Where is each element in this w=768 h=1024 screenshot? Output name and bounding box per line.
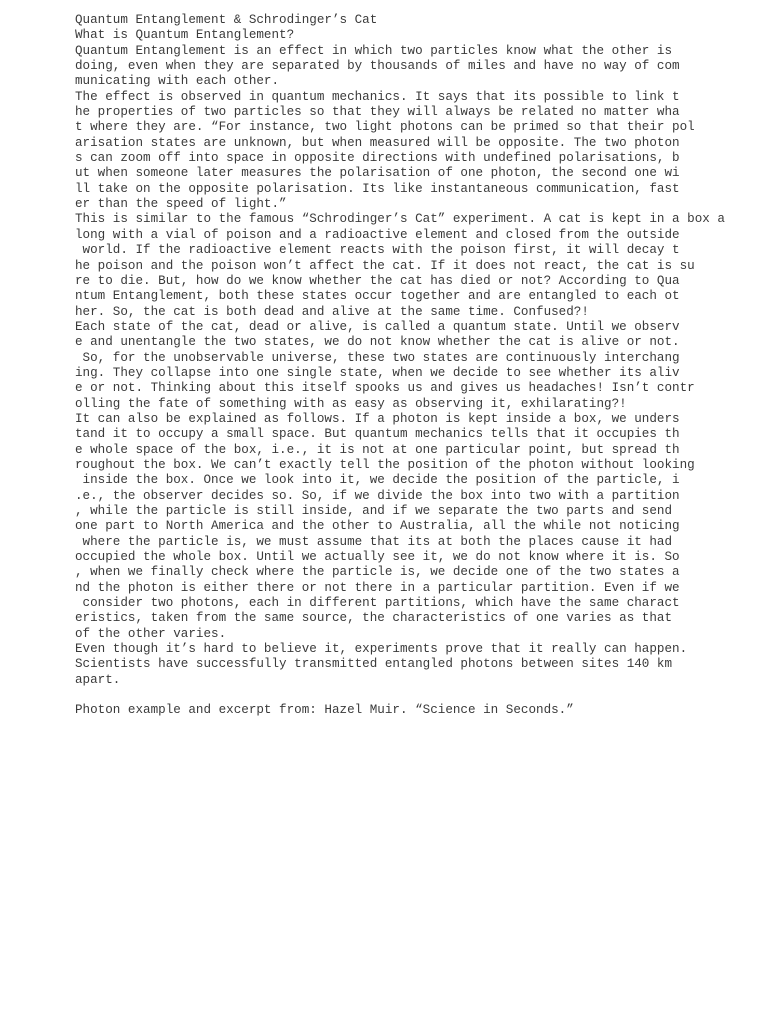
paragraph-line: olling the fate of something with as easy as observing it, exhilarating?! <box>75 396 627 411</box>
paragraph-line: t where they are. “For instance, two light photons can be primed so that their pol <box>75 120 695 135</box>
paragraph-line: Scientists have successfully transmitted entangled photons between sites 140 km <box>75 657 673 672</box>
paragraph-line: e or not. Thinking about this itself spooks us and gives us headaches! Isn’t contr <box>75 381 695 396</box>
paragraph-line: occupied the whole box. Until we actually see it, we do not know where it is. So <box>75 550 680 565</box>
paragraph <box>75 44 765 90</box>
paragraph-line: municating with each other. <box>75 74 280 89</box>
paragraph-line: Even though it’s hard to believe it, experiments prove that it really can happen. <box>75 642 688 657</box>
paragraph <box>75 320 765 412</box>
paragraph-line: world. If the radioactive element reacts with the poison first, it will decay t <box>75 243 680 258</box>
paragraph-line: arisation states are unknown, but when measured will be opposite. The two photon <box>75 135 680 150</box>
paragraph-line: he properties of two particles so that they will always be related no matter wha <box>75 105 680 120</box>
citation: Photon example and excerpt from: Hazel Muir. “Science in Seconds.” <box>75 703 574 718</box>
spacer <box>75 688 765 703</box>
paragraph-line: ut when someone later measures the polarisation of one photon, the second one wi <box>75 166 680 181</box>
paragraph-line: er than the speed of light.” <box>75 197 287 212</box>
paragraph-line: consider two photons, each in different partitions, which have the same charact <box>75 596 680 611</box>
paragraph-line: her. So, the cat is both dead and alive at the same time. Confused?! <box>75 304 589 319</box>
paragraph-line: he poison and the poison won’t affect the cat. If it does not react, the cat is su <box>75 258 695 273</box>
paragraph <box>75 412 765 642</box>
paragraph-line: long with a vial of poison and a radioactive element and closed from the outside <box>75 227 680 242</box>
paragraph-line: This is similar to the famous “Schrodinger’s Cat” experiment. A cat is kept in a box a <box>75 212 725 227</box>
paragraph-line: Quantum Entanglement is an effect in which two particles know what the other is <box>75 43 673 58</box>
paragraph-line: one part to North America and the other to Australia, all the while not noticing <box>75 519 680 534</box>
paragraph-line: doing, even when they are separated by thousands of miles and have no way of com <box>75 59 680 74</box>
paragraph <box>75 212 765 319</box>
paragraph-line: re to die. But, how do we know whether the cat has died or not? According to Qua <box>75 273 680 288</box>
paragraph-line: .e., the observer decides so. So, if we divide the box into two with a partition <box>75 488 680 503</box>
paragraph-line: tand it to occupy a small space. But quantum mechanics tells that it occupies th <box>75 427 680 442</box>
paragraph-line: ll take on the opposite polarisation. Its like instantaneous communication, fast <box>75 181 680 196</box>
paragraph-line: inside the box. Once we look into it, we decide the position of the particle, i <box>75 473 680 488</box>
paragraph-line: apart. <box>75 672 121 687</box>
paragraph-line: eristics, taken from the same source, the characteristics of one varies as that <box>75 611 673 626</box>
paragraph-line: So, for the unobservable universe, these two states are continuously interchang <box>75 350 680 365</box>
paragraph-line: ing. They collapse into one single state, when we decide to see whether its aliv <box>75 365 680 380</box>
paragraph-line: , while the particle is still inside, and if we separate the two parts and send <box>75 504 673 518</box>
paragraph-line: nd the photon is either there or not there in a particular partition. Even if we <box>75 580 680 595</box>
paragraph-line: ntum Entanglement, both these states occur together and are entangled to each ot <box>75 289 680 304</box>
paragraph-line: s can zoom off into space in opposite directions with undefined polarisations, b <box>75 151 680 166</box>
paragraph-line: Each state of the cat, dead or alive, is called a quantum state. Until we observ <box>75 319 680 334</box>
paragraph-line: , when we finally check where the particle is, we decide one of the two states a <box>75 565 680 580</box>
paragraphs-container <box>75 44 765 688</box>
section-heading: What is Quantum Entanglement? <box>75 28 295 43</box>
document-title: Quantum Entanglement & Schrodinger’s Cat <box>75 13 378 27</box>
document-body <box>75 13 765 719</box>
paragraph <box>75 642 765 688</box>
paragraph-line: It can also be explained as follows. If a photon is kept inside a box, we unders <box>75 411 680 426</box>
paragraph <box>75 90 765 213</box>
paragraph-line: The effect is observed in quantum mechanics. It says that its possible to link t <box>75 89 680 104</box>
paragraph-line: e whole space of the box, i.e., it is not at one particular point, but spread th <box>75 442 680 457</box>
paragraph-line: e and unentangle the two states, we do not know whether the cat is alive or not. <box>75 335 680 350</box>
paragraph-line: roughout the box. We can’t exactly tell the position of the photon without looking <box>75 457 695 472</box>
paragraph-line: of the other varies. <box>75 626 227 641</box>
paragraph-line: where the particle is, we must assume that its at both the places cause it had <box>75 534 673 549</box>
